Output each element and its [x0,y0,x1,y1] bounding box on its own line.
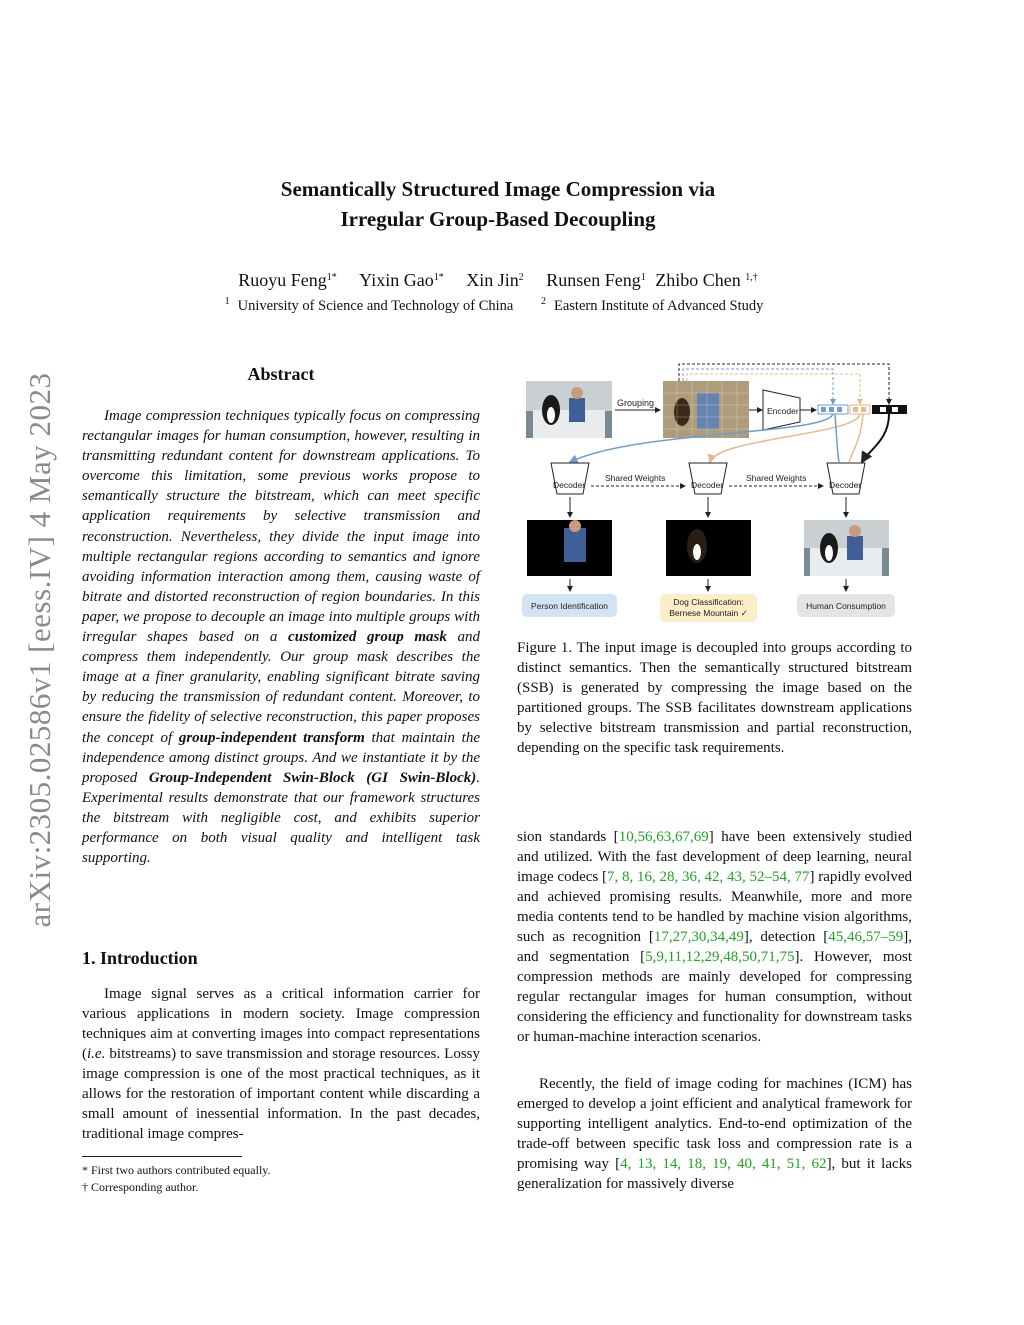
output-dog-only [666,520,751,576]
intro-paragraph: Image signal serves as a critical information carrier for various applications in modern society. Image compression techniques aim at converting images into compact representations (i.e. bitstreams) to save transmission and storage resources. Lossy image compression is one of the most practical techniques, as it allows for the restoration of important content while discarding a small amount of inessential information. In the past decades, traditional image compres- [82,986,480,1142]
author: Xin Jin$^2$ [466,270,524,290]
grouping-label: Grouping [617,398,655,408]
footnote-rule [82,1156,242,1157]
abstract-heading: Abstract [247,364,315,384]
grouped-photo [663,381,749,438]
figure-1 [517,360,912,630]
encoder-label: Encoder [767,406,799,416]
decoder-label-3: Decoder [829,480,862,490]
author: Yixin Gao$^{1*}$ [359,270,444,290]
shared-weights-label-1: Shared Weights [605,473,666,483]
shared-weights-label-2: Shared Weights [746,473,807,483]
footnote-equal-contribution: * First two authors contributed equally. [82,1163,271,1177]
author-list [150,270,846,291]
citation-link[interactable]: 7, 8, 16, 28, 36, 42, 43, 52–54, 77 [606,869,810,885]
paper-title [200,174,796,234]
intro-heading: 1. Introduction [82,948,198,968]
citation-link[interactable]: 4, 13, 14, 18, 19, 40, 41, 51, 62 [620,1156,827,1172]
figure-1-diagram [517,360,912,630]
affiliations [150,298,846,315]
bitstream [818,405,907,414]
task-dog-label-2: Bernese Mountain ✓ [669,608,748,618]
input-photo [526,381,612,438]
task-dog-label-1: Dog Classification: [673,597,744,607]
affiliation: $^2$ Eastern Institute of Advanced Study [540,296,764,314]
arxiv-sidebar-stamp [20,350,60,950]
task-person-label: Person Identification [530,601,609,611]
figure-1-caption: Figure 1. The input image is decoupled into groups according to distinct semantics. Then the semantically structured bitstream (SSB) is generated by compressing the image based on the partitioned groups. The SSB facilitates downstream applications by selective bitstream transmission and partial reconstruction, depending on the specific task requirements. [517,640,912,756]
citation-link[interactable]: 5,9,11,12,29,48,50,71,75 [645,949,795,965]
decoder-label-2: Decoder [691,480,724,490]
author: Ruoyu Feng$^{1*}$ [238,270,337,290]
right-column-paragraph-1: sion standards [10,56,63,67,69] have been extensively studied and utilized. With the fast development of deep learning, neural image codecs [7, 8, 16, 28, 36, 42, 43, 52–54, 77] rapidly evolved and achieved promising results. Meanwhile, more and more media contents tend to be handled by machine vision algorithms, such as recognition [17,27,30,34,49], detection [45,46,57–59], and segmentation [5,9,11,12,29,48,50,71,75]. However, most compression methods are mainly developed for compressing regular rectangular images for human consumption, without considering the efficiency and functionality for downstream tasks or human-machine interaction scenarios. [517,829,913,1045]
output-person-only [527,520,612,576]
citation-link[interactable]: 17,27,30,34,49 [653,929,744,945]
affiliation: $^1$ University of Science and Technology of China [224,296,514,314]
author: Runsen Feng$^1$ [546,270,646,290]
citation-link[interactable]: 45,46,57–59 [828,929,904,945]
task-human-label: Human Consumption [806,601,886,611]
decoder-label-1: Decoder [553,480,586,490]
right-column-paragraph-2: Recently, the field of image coding for machines (ICM) has emerged to develop a joint efficient and analytical framework for supporting intelligent analytics. End-to-end optimization of the trade-off between specific task loss and compression rate is a promising way [4, 13, 14, 18, 19, 40, 41, 51, 62], but it lacks generalization for massively diverse [517,1076,912,1192]
title-line-1: Semantically Structured Image Compression via [280,177,716,201]
arxiv-id: arXiv:2305.02586v1 [eess.IV] 4 May 2023 [22,372,57,928]
abstract-body: Image compression techniques typically focus on compressing rectangular images for human consumption, however, resulting in transmitting redundant content for downstream applications. To overcome this limitation, some previous works propose to semantically structure the bitstream, which can meet specific application requirements by selective transmission and reconstruction. Nevertheless, they divide the input image into multiple rectangular regions according to semantics and ignore avoiding information interaction among them, causing waste of bitrate and distorted reconstruction of region boundaries. In this paper, we propose to decouple an image into multiple groups with irregular shapes based on a customized group mask and compress them independently. Our group mask describes the image at a finer granularity, enabling significant bitrate saving by reducing the transmission of redundant content. Moreover, to ensure the fidelity of selective reconstruction, this paper proposes the concept of group-independent transform that maintain the independence among distinct groups. And we instantiate it by the proposed Group-Independent Swin-Block (GI Swin-Block). Experimental results demonstrate that our framework structures the bitstream with negligible cost, and exhibits superior performance on both visual quality and intelligent task supporting. [82,408,481,867]
citation-link[interactable]: 10,56,63,67,69 [618,829,709,845]
footnote-corresponding: † Corresponding author. [82,1180,199,1194]
author: Zhibo Chen $^{1,\dagger}$ [655,270,758,290]
output-full-image [804,520,889,576]
title-line-2: Irregular Group-Based Decoupling [340,207,656,231]
